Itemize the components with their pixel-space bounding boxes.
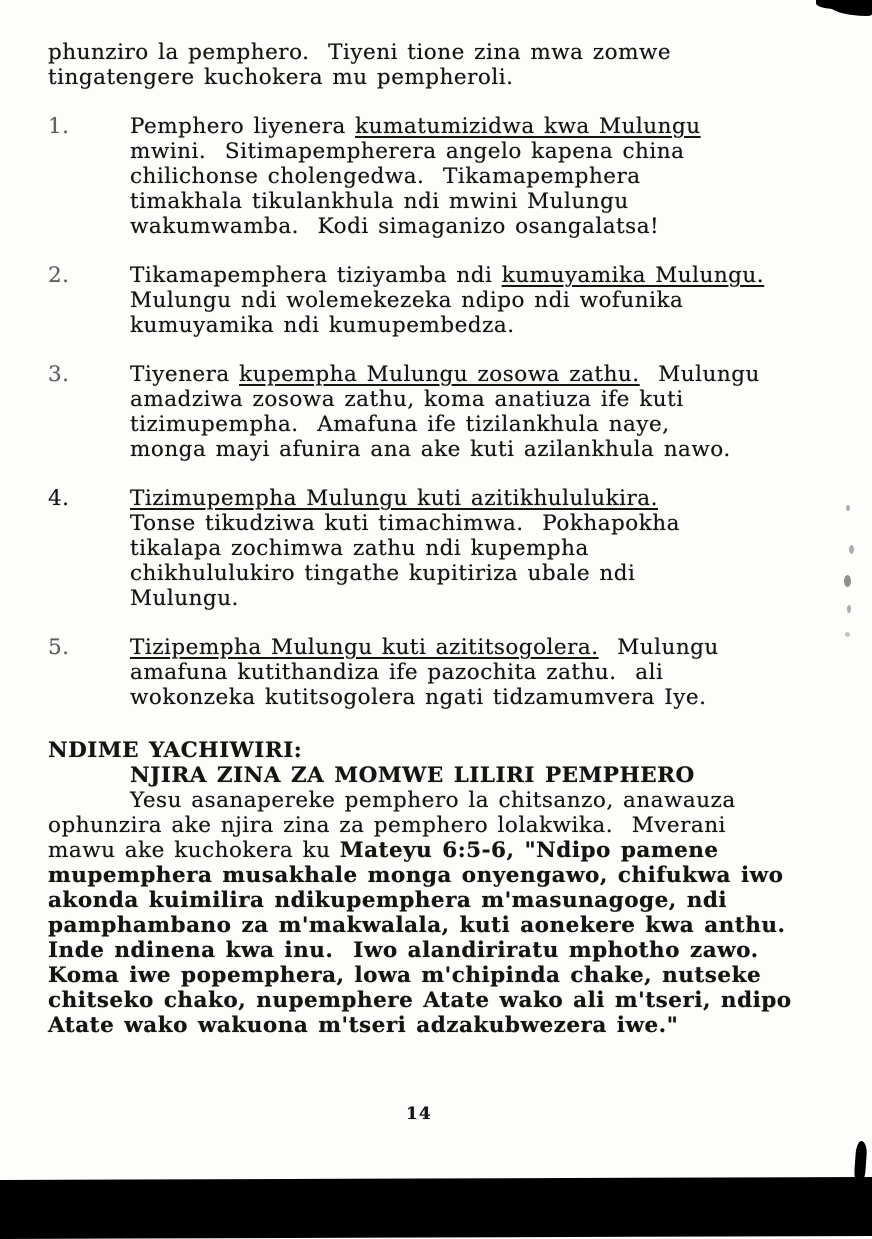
text-segment: Atate wako wakuona m'tseri adzakubwezera iwe." [48, 1013, 679, 1038]
list-item-number: 1. [48, 114, 70, 139]
list-item-text [130, 263, 764, 338]
text-line [130, 164, 701, 189]
text-line [130, 635, 719, 660]
text-line [48, 838, 818, 863]
text-line [48, 40, 818, 65]
text-line [130, 437, 760, 462]
text-segment: ophunzira ake njira zina za pemphero lolakwika. Mverani [48, 813, 726, 838]
text-line [130, 660, 719, 685]
page-content [48, 40, 818, 1038]
text-line [130, 114, 701, 139]
text-segment: monga mayi afunira ana ake kuti azilankhula nawo. [130, 437, 731, 462]
text-line [130, 685, 719, 710]
text-segment: chitseko chako, nupemphere Atate wako ali m'tseri, ndipo [48, 988, 792, 1013]
text-segment: Yesu asanapereke pemphero la chitsanzo, anawauza [130, 788, 736, 813]
list-item-number: 4. [48, 486, 70, 511]
numbered-list [48, 114, 818, 710]
section-heading: NDIME YACHIWIRI: [48, 738, 303, 763]
text-segment: tizimupempha. Amafuna ife tizilankhula naye, [130, 412, 670, 437]
text-segment: Tizipempha Mulungu kuti azititsogolera. [130, 635, 599, 660]
list-item-text [130, 486, 680, 611]
text-line [48, 813, 818, 838]
text-line [48, 863, 818, 888]
text-line [130, 387, 760, 412]
text-line [48, 1013, 818, 1038]
text-segment: akonda kuimilira ndikupemphera m'masunagoge, ndi [48, 888, 728, 913]
text-segment: amadziwa zosowa zathu, koma anatiuza ife kuti [130, 387, 684, 412]
text-line [130, 313, 764, 338]
list-item-3 [48, 362, 818, 462]
scan-speck [847, 605, 851, 613]
text-line [48, 938, 818, 963]
scan-artifact-top-right-blob [826, 0, 872, 16]
list-item-4 [48, 486, 818, 611]
text-segment: mupemphera musakhale monga onyengawo, chifukwa iwo [48, 863, 784, 888]
scan-speck [845, 632, 850, 637]
body-paragraph [48, 788, 818, 1038]
text-segment: Koma iwe popemphera, lowa m'chipinda chake, nutseke [48, 963, 762, 988]
text-line [130, 263, 764, 288]
scan-artifact-bottom-band [0, 1177, 872, 1239]
text-line [130, 139, 701, 164]
text-segment: timakhala tikulankhula ndi mwini Mulungu [130, 189, 629, 214]
text-segment: Mulungu [598, 635, 719, 660]
text-segment: tikalapa zochimwa zathu ndi kupempha [130, 536, 589, 561]
text-segment: kumatumizidwa kwa Mulungu [355, 114, 701, 139]
text-segment: Mulungu ndi wolemekezeka ndipo ndi wofunika [130, 288, 684, 313]
text-segment: Pemphero liyenera [130, 114, 356, 139]
list-item-2 [48, 263, 818, 338]
text-segment: mawu ake kuchokera ku [48, 838, 340, 863]
list-item-number: 2. [48, 263, 70, 288]
text-line [130, 412, 760, 437]
scan-speck [844, 575, 851, 587]
page-number: 14 [406, 1104, 432, 1124]
text-line [48, 913, 818, 938]
text-line [130, 586, 680, 611]
text-segment: tingatengere kuchokera mu pempheroli. [48, 65, 514, 90]
text-segment: wakumwamba. Kodi simaganizo osangalatsa! [130, 214, 660, 239]
text-segment: Mateyu 6:5-6, "Ndipo pamene [339, 838, 719, 863]
text-line [48, 65, 818, 90]
section-subheading: NJIRA ZINA ZA MOMWE LILIRI PEMPHERO [130, 763, 695, 788]
text-segment: kupempha Mulungu zosowa zathu. [239, 362, 640, 387]
text-segment: phunziro la pemphero. Tiyeni tione zina mwa zomwe [48, 40, 672, 65]
text-line [130, 511, 680, 536]
text-line [130, 189, 701, 214]
text-segment: pamphambano za m'makwalala, kuti aonekere kwa anthu. [48, 913, 786, 938]
text-segment: amafuna kutithandiza ife pazochita zathu. ali [130, 660, 664, 685]
text-segment: Inde ndinena kwa inu. Iwo alandiriratu mphotho zawo. [48, 938, 759, 963]
text-line [130, 486, 680, 511]
text-line [48, 888, 818, 913]
text-segment: chilichonse cholengedwa. Tikamapemphera [130, 164, 641, 189]
section-ndime-yachiwiri [48, 738, 818, 1038]
text-line [48, 963, 818, 988]
list-item-number: 3. [48, 362, 70, 387]
text-segment: wokonzeka kutitsogolera ngati tidzamumvera Iye. [130, 685, 707, 710]
text-segment: kumuyamika Mulungu. [501, 263, 765, 288]
scan-speck [849, 545, 854, 554]
text-segment: Mulungu. [130, 586, 239, 611]
text-segment: Tikamapemphera tiziyamba ndi [130, 263, 502, 288]
text-segment: Tizimupempha Mulungu kuti azitikhululukira. [130, 486, 658, 511]
text-segment: kumuyamika ndi kumupembedza. [130, 313, 515, 338]
text-line [48, 988, 818, 1013]
list-item-text [130, 114, 701, 239]
list-item-text [130, 635, 719, 710]
text-segment: mwini. Sitimapempherera angelo kapena china [130, 139, 685, 164]
list-item-number: 5. [48, 635, 70, 660]
text-line [48, 788, 818, 813]
text-line [130, 362, 760, 387]
text-line [130, 288, 764, 313]
text-line [130, 561, 680, 586]
scan-speck [846, 505, 850, 511]
text-segment: Mulungu [639, 362, 760, 387]
text-segment: Tiyenera [130, 362, 240, 387]
text-line [130, 536, 680, 561]
text-line [130, 214, 701, 239]
intro-paragraph [48, 40, 818, 90]
list-item-1 [48, 114, 818, 239]
text-segment: Tonse tikudziwa kuti timachimwa. Pokhapokha [130, 511, 680, 536]
list-item-text [130, 362, 760, 462]
text-segment: chikhululukiro tingathe kupitiriza ubale ndi [130, 561, 636, 586]
list-item-5 [48, 635, 818, 710]
